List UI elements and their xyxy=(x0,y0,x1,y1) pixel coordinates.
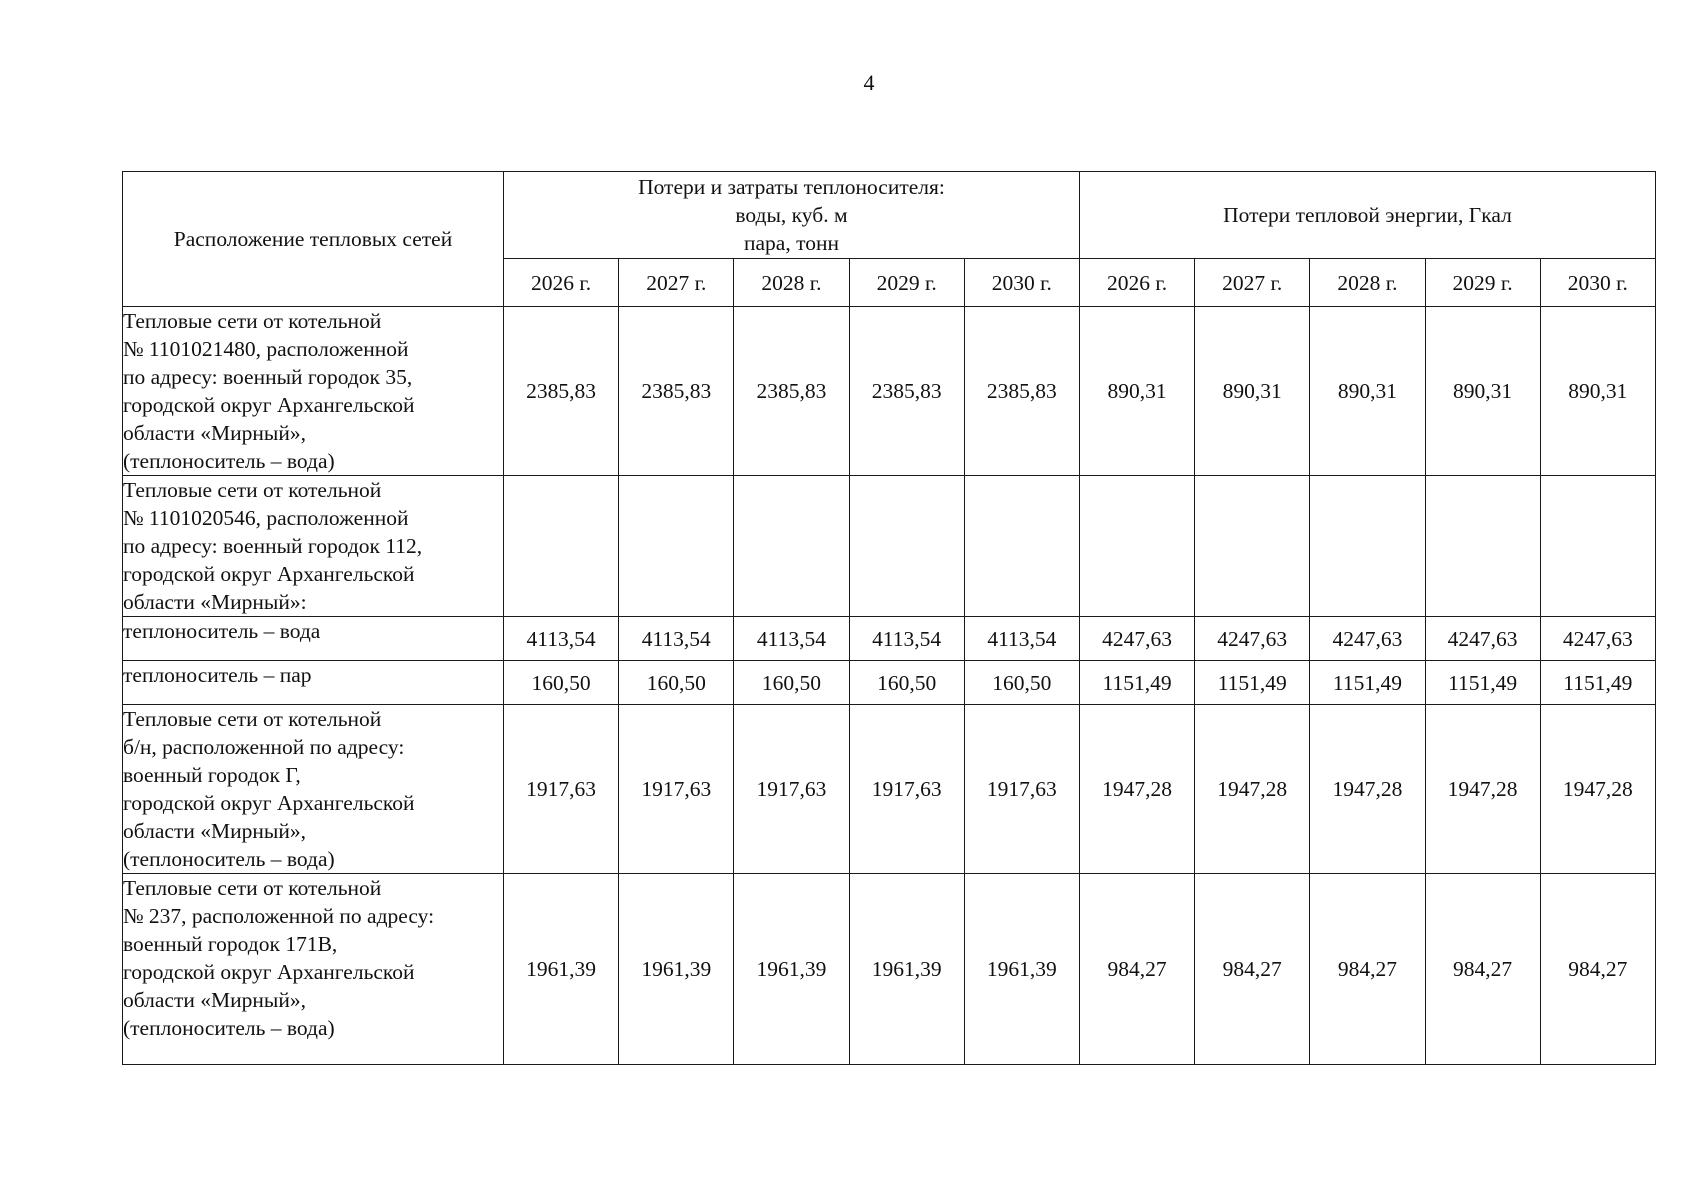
value-cell xyxy=(504,476,619,617)
table-row xyxy=(123,307,1656,476)
value-cell: 4113,54 xyxy=(619,617,734,661)
value-cell: 1151,49 xyxy=(1079,661,1194,705)
value-cell: 1961,39 xyxy=(504,874,619,1065)
value-cell: 2385,83 xyxy=(849,307,964,476)
value-cell xyxy=(1425,476,1540,617)
location-column-header: Расположение тепловых сетей xyxy=(123,172,504,307)
value-cell: 1961,39 xyxy=(619,874,734,1065)
value-cell: 984,27 xyxy=(1079,874,1194,1065)
value-cell: 1947,28 xyxy=(1425,705,1540,874)
value-cell: 1917,63 xyxy=(734,705,849,874)
location-line: области «Мирный», xyxy=(123,819,306,843)
value-cell: 984,27 xyxy=(1540,874,1655,1065)
location-line: Тепловые сети от котельной xyxy=(123,707,382,731)
location-line: № 1101020546, расположенной xyxy=(123,506,409,530)
value-cell xyxy=(1195,476,1310,617)
value-cell: 4113,54 xyxy=(504,617,619,661)
value-cell: 160,50 xyxy=(849,661,964,705)
year-header-cell: 2030 г. xyxy=(1540,259,1655,307)
value-cell xyxy=(619,476,734,617)
location-line: военный городок Г, xyxy=(123,763,301,787)
value-cell: 2385,83 xyxy=(504,307,619,476)
value-cell xyxy=(1540,476,1655,617)
value-cell xyxy=(734,476,849,617)
location-line: городской округ Архангельской xyxy=(123,562,415,586)
year-header-cell: 2030 г. xyxy=(964,259,1079,307)
value-cell: 1947,28 xyxy=(1310,705,1425,874)
location-cell xyxy=(123,661,504,705)
value-cell: 890,31 xyxy=(1425,307,1540,476)
value-cell: 4247,63 xyxy=(1540,617,1655,661)
value-cell: 160,50 xyxy=(504,661,619,705)
table-row xyxy=(123,476,1656,617)
year-header-cell: 2028 г. xyxy=(734,259,849,307)
location-line: городской округ Архангельской xyxy=(123,393,415,417)
value-cell: 1917,63 xyxy=(964,705,1079,874)
location-line: городской округ Архангельской xyxy=(123,791,415,815)
value-cell: 1961,39 xyxy=(734,874,849,1065)
heat-energy-losses-header: Потери тепловой энергии, Гкал xyxy=(1079,172,1655,259)
year-header-cell: 2026 г. xyxy=(1079,259,1194,307)
heat-losses-table xyxy=(122,171,1656,1065)
value-cell: 1151,49 xyxy=(1195,661,1310,705)
location-cell xyxy=(123,874,504,1065)
page-number: 4 xyxy=(863,70,875,95)
coolant-losses-header-line: воды, куб. м xyxy=(735,203,848,227)
value-cell: 890,31 xyxy=(1310,307,1425,476)
location-line: области «Мирный», xyxy=(123,988,306,1012)
location-line: Тепловые сети от котельной xyxy=(123,876,382,900)
year-header-cell: 2027 г. xyxy=(1195,259,1310,307)
value-cell: 1947,28 xyxy=(1540,705,1655,874)
value-cell: 4247,63 xyxy=(1079,617,1194,661)
value-cell: 160,50 xyxy=(619,661,734,705)
value-cell xyxy=(964,476,1079,617)
table-row xyxy=(123,617,1656,661)
year-header-cell: 2027 г. xyxy=(619,259,734,307)
value-cell: 4247,63 xyxy=(1310,617,1425,661)
value-cell: 160,50 xyxy=(964,661,1079,705)
value-cell: 4247,63 xyxy=(1195,617,1310,661)
location-line: теплоноситель – вода xyxy=(123,619,321,643)
table-row xyxy=(123,874,1656,1065)
location-line: № 1101021480, расположенной xyxy=(123,337,409,361)
value-cell: 1947,28 xyxy=(1195,705,1310,874)
location-line: (теплоноситель – вода) xyxy=(123,1016,335,1040)
value-cell: 890,31 xyxy=(1195,307,1310,476)
value-cell: 2385,83 xyxy=(619,307,734,476)
location-line: Тепловые сети от котельной xyxy=(123,478,382,502)
value-cell: 2385,83 xyxy=(964,307,1079,476)
year-header-cell: 2029 г. xyxy=(849,259,964,307)
value-cell: 1947,28 xyxy=(1079,705,1194,874)
location-line: военный городок 171В, xyxy=(123,932,338,956)
location-line: по адресу: военный городок 112, xyxy=(123,534,423,558)
location-line: теплоноситель – пар xyxy=(123,663,312,687)
year-header-cell: 2028 г. xyxy=(1310,259,1425,307)
location-cell xyxy=(123,476,504,617)
location-line: области «Мирный», xyxy=(123,421,306,445)
location-line: (теплоноситель – вода) xyxy=(123,449,335,473)
coolant-losses-header xyxy=(504,172,1080,259)
value-cell: 4247,63 xyxy=(1425,617,1540,661)
value-cell: 984,27 xyxy=(1195,874,1310,1065)
value-cell: 1151,49 xyxy=(1540,661,1655,705)
value-cell: 984,27 xyxy=(1310,874,1425,1065)
value-cell: 1961,39 xyxy=(964,874,1079,1065)
location-line: области «Мирный»: xyxy=(123,590,307,614)
value-cell: 1917,63 xyxy=(619,705,734,874)
value-cell xyxy=(849,476,964,617)
location-cell xyxy=(123,307,504,476)
location-line: (теплоноситель – вода) xyxy=(123,847,335,871)
value-cell: 4113,54 xyxy=(734,617,849,661)
value-cell: 1961,39 xyxy=(849,874,964,1065)
location-line: № 237, расположенной по адресу: xyxy=(123,904,435,928)
table-row xyxy=(123,661,1656,705)
table-row xyxy=(123,705,1656,874)
location-cell xyxy=(123,705,504,874)
value-cell xyxy=(1310,476,1425,617)
value-cell: 160,50 xyxy=(734,661,849,705)
location-line: городской округ Архангельской xyxy=(123,960,415,984)
value-cell: 984,27 xyxy=(1425,874,1540,1065)
value-cell: 1917,63 xyxy=(504,705,619,874)
coolant-losses-header-line: Потери и затраты теплоносителя: xyxy=(638,175,945,199)
value-cell: 4113,54 xyxy=(964,617,1079,661)
location-line: б/н, расположенной по адресу: xyxy=(123,735,405,759)
value-cell: 890,31 xyxy=(1079,307,1194,476)
table-body xyxy=(123,307,1656,1065)
location-line: Тепловые сети от котельной xyxy=(123,309,382,333)
location-cell xyxy=(123,617,504,661)
value-cell: 890,31 xyxy=(1540,307,1655,476)
year-header-cell: 2029 г. xyxy=(1425,259,1540,307)
value-cell xyxy=(1079,476,1194,617)
value-cell: 4113,54 xyxy=(849,617,964,661)
value-cell: 1917,63 xyxy=(849,705,964,874)
location-line: по адресу: военный городок 35, xyxy=(123,365,413,389)
value-cell: 1151,49 xyxy=(1310,661,1425,705)
year-header-cell: 2026 г. xyxy=(504,259,619,307)
value-cell: 2385,83 xyxy=(734,307,849,476)
value-cell: 1151,49 xyxy=(1425,661,1540,705)
coolant-losses-header-line: пара, тонн xyxy=(743,231,839,255)
